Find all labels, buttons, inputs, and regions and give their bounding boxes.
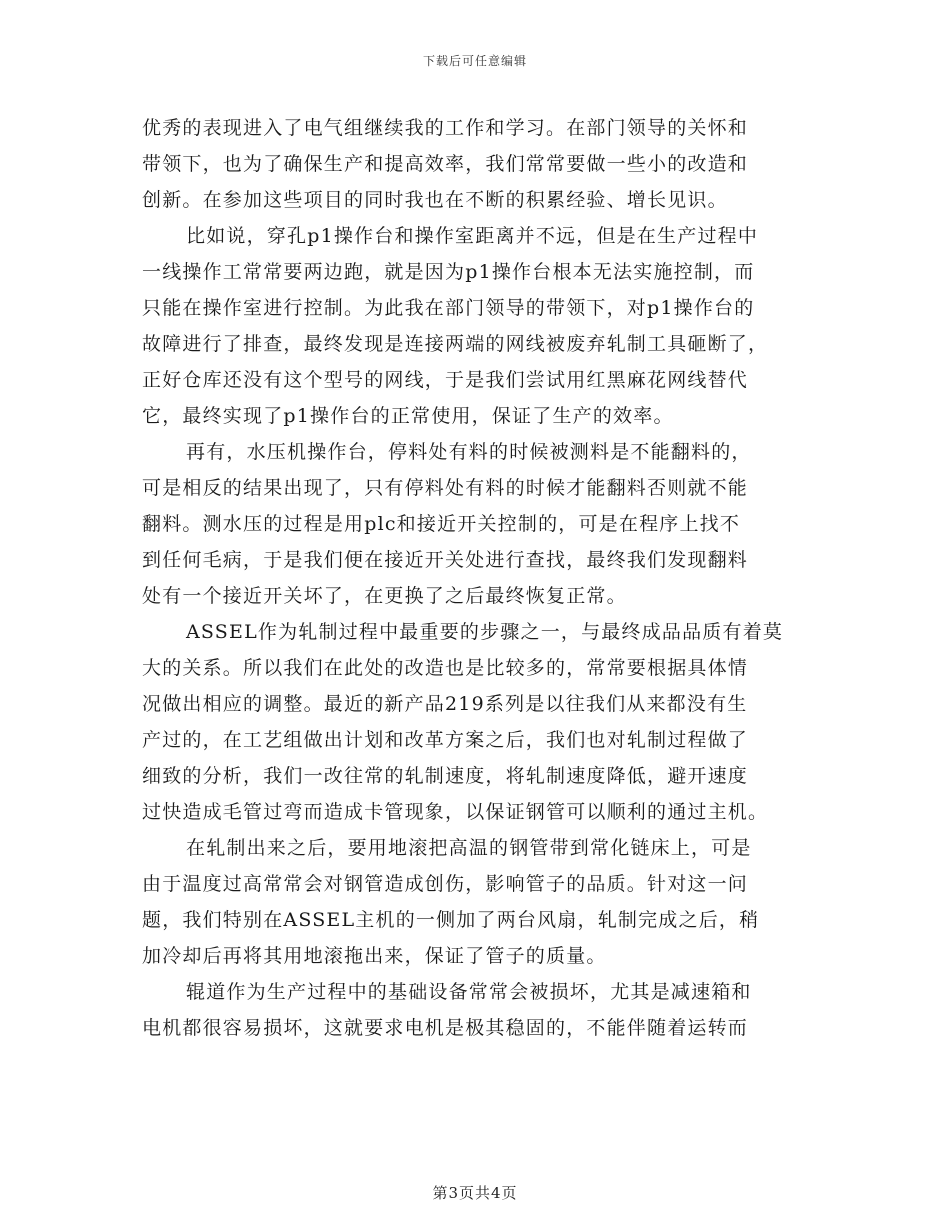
paragraph-first-line: 辊道作为生产过程中的基础设备常常会被损坏，尤其是减速箱和	[186, 981, 752, 1003]
text-line: 创新。在参加这些项目的同时我也在不断的积累经验、增长见识。	[142, 189, 728, 211]
text-line: 细致的分析，我们一改往常的轧制速度，将轧制速度降低，避开速度	[142, 765, 749, 787]
paragraph-first-line: 比如说，穿孔p1操作台和操作室距离并不远，但是在生产过程中	[186, 225, 759, 247]
text-line: 它，最终实现了p1操作台的正常使用，保证了生产的效率。	[142, 405, 674, 427]
text-line: 一线操作工常常要两边跑，就是因为p1操作台根本无法实施控制，而	[142, 261, 755, 283]
text-line: 处有一个接近开关坏了，在更换了之后最终恢复正常。	[142, 585, 627, 607]
text-line: 加冷却后再将其用地滚拖出来，保证了管子的质量。	[142, 945, 607, 967]
page-number-footer: 第3页共4页	[432, 1184, 518, 1202]
text-line: 过快造成毛管过弯而造成卡管现象，以保证钢管可以顺利的通过主机。	[142, 801, 769, 823]
text-line: 带领下，也为了确保生产和提高效率，我们常常要做一些小的改造和	[142, 153, 749, 175]
text-line: 故障进行了排查，最终发现是连接两端的网线被废弃轧制工具砸断了，	[142, 333, 769, 355]
paragraph-first-line: ASSEL作为轧制过程中最重要的步骤之一，与最终成品品质有着莫	[186, 621, 784, 643]
text-line: 只能在操作室进行控制。为此我在部门领导的带领下，对p1操作台的	[142, 297, 755, 319]
text-line: 电机都很容易损坏，这就要求电机是极其稳固的，不能伴随着运转而	[142, 1017, 749, 1039]
paragraph-first-line: 再有，水压机操作台，停料处有料的时候被测料是不能翻料的，	[186, 441, 752, 463]
text-line: 正好仓库还没有这个型号的网线，于是我们尝试用红黑麻花网线替代	[142, 369, 749, 391]
text-line: 翻料。测水压的过程是用plc和接近开关控制的，可是在程序上找不	[142, 513, 741, 535]
text-line: 到任何毛病，于是我们便在接近开关处进行查找，最终我们发现翻料	[142, 549, 749, 571]
page-header: 下载后可任意编辑	[422, 54, 527, 68]
text-line: 优秀的表现进入了电气组继续我的工作和学习。在部门领导的关怀和	[142, 117, 749, 139]
text-line: 可是相反的结果出现了，只有停料处有料的时候才能翻料否则就不能	[142, 477, 749, 499]
text-line: 况做出相应的调整。最近的新产品219系列是以往我们从来都没有生	[142, 693, 748, 715]
document-body	[142, 110, 802, 1046]
text-line: 产过的，在工艺组做出计划和改革方案之后，我们也对轧制过程做了	[142, 729, 749, 751]
text-line: 由于温度过高常常会对钢管造成创伤，影响管子的品质。针对这一问	[142, 873, 749, 895]
text-line: 大的关系。所以我们在此处的改造也是比较多的，常常要根据具体情	[142, 657, 749, 679]
paragraph-first-line: 在轧制出来之后，要用地滚把高温的钢管带到常化链床上，可是	[186, 837, 752, 859]
text-line: 题，我们特别在ASSEL主机的一侧加了两台风扇，轧制完成之后，稍	[142, 909, 760, 931]
